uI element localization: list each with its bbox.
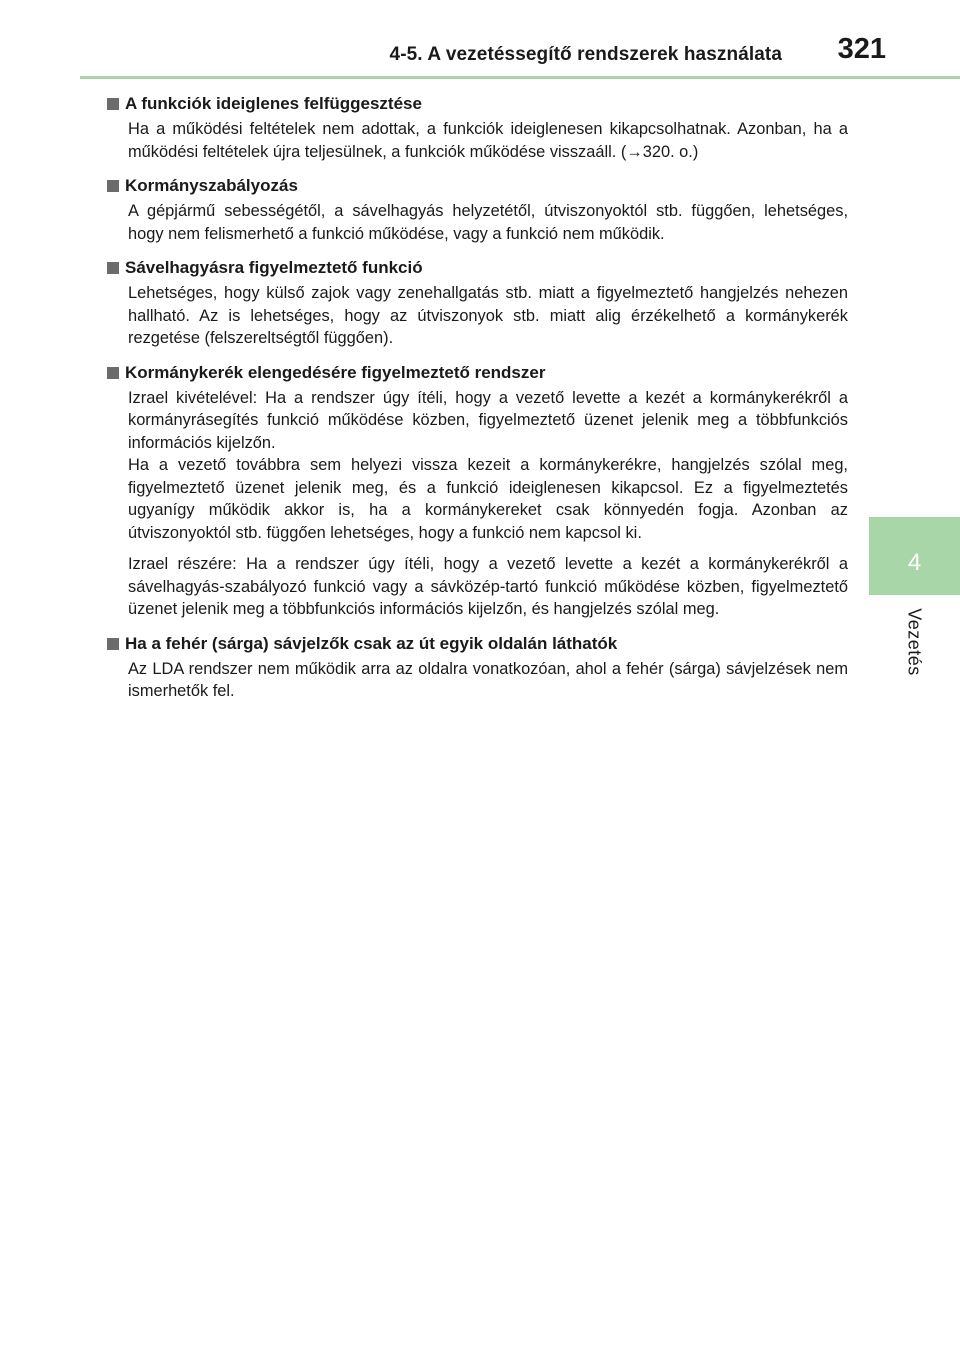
section-heading (107, 174, 848, 198)
paragraph: Ha a működési feltételek nem adottak, a funkciók ideiglenesen kikapcsolhatnak. Azonban, ha a működési feltételek újra teljesülnek, a funkciók működése visszaáll. (→320. o.) (128, 120, 848, 161)
section-title: 4-5. A vezetéssegítő rendszerek használata (389, 44, 782, 65)
page-number: 321 (837, 33, 886, 65)
section-one-side-lane-markings (107, 632, 848, 703)
paragraph: Izrael részére: Ha a rendszer úgy ítéli, hogy a vezető levette a kezét a kormánykerékről a sávelhagyás-szabályozó funkció vagy a sávközép-tartó funkció működése közben, figyelmeztető üzenet jelenik meg a többfunkciós információs kijelzőn, és hangjelzés szólal meg. (128, 555, 848, 618)
paragraph: Lehetséges, hogy külső zajok vagy zenehallgatás stb. miatt a figyelmeztető hangjelzés nehezen hallható. Az is lehetséges, hogy az útviszonyok stb. miatt alig érzékelhető a kormánykerék rezgetése (felszereltségtől függően). (128, 284, 848, 347)
section-heading-text: A funkciók ideiglenes felfüggesztése (125, 94, 422, 113)
square-bullet-icon (107, 98, 119, 110)
section-lane-departure-alert (107, 256, 848, 350)
paragraph: Ha a vezető továbbra sem helyezi vissza kezeit a kormánykerékre, hangjelzés szólal meg, figyelmeztető üzenet jelenik meg, és a funkció ideiglenesen kikapcsol. Ez a figyelmeztetés ugyanígy működik akkor is, ha a kormánykereket csak könnyedén fogja. Azonban az útviszonyoktól stb. függően lehetséges, hogy a funkció nem kapcsol ki. (128, 456, 848, 542)
section-hands-off-warning (107, 361, 848, 621)
section-steering-control (107, 174, 848, 245)
page-header (0, 0, 960, 80)
section-heading-text: Sávelhagyásra figyelmeztető funkció (125, 258, 423, 277)
page-content (107, 92, 848, 714)
square-bullet-icon (107, 367, 119, 379)
paragraph: Az LDA rendszer nem működik arra az oldalra vonatkozóan, ahol a fehér (sárga) sávjelzések nem ismerhetők fel. (128, 659, 848, 700)
paragraph: Izrael kivételével: Ha a rendszer úgy ítéli, hogy a vezető levette a kezét a kormánykerékről a kormányrásegítés funkció működése közben, figyelmeztető üzenet jelenik meg a többfunkciós információs kijelzőn. (128, 388, 848, 452)
section-heading-text: Kormánykerék elengedésére figyelmeztető rendszer (125, 362, 546, 382)
section-heading-text: Ha a fehér (sárga) sávjelzők csak az út egyik oldalán láthatók (125, 633, 618, 653)
chapter-number: 4 (907, 549, 922, 576)
chapter-tab (869, 517, 960, 595)
square-bullet-icon (107, 180, 119, 192)
square-bullet-icon (107, 638, 119, 650)
header-divider (80, 76, 960, 79)
section-heading (107, 632, 848, 656)
section-heading (107, 361, 848, 385)
chapter-label: Vezetés (904, 608, 925, 676)
square-bullet-icon (107, 262, 119, 274)
section-heading (107, 92, 848, 116)
section-heading (107, 256, 848, 280)
paragraph: A gépjármű sebességétől, a sávelhagyás helyzetétől, útviszonyoktól stb. függően, lehetséges, hogy nem felismerhető a funkció működése, vagy a funkció nem működik. (128, 202, 848, 243)
section-temporary-suspension (107, 92, 848, 163)
section-heading-text: Kormányszabályozás (125, 176, 298, 195)
